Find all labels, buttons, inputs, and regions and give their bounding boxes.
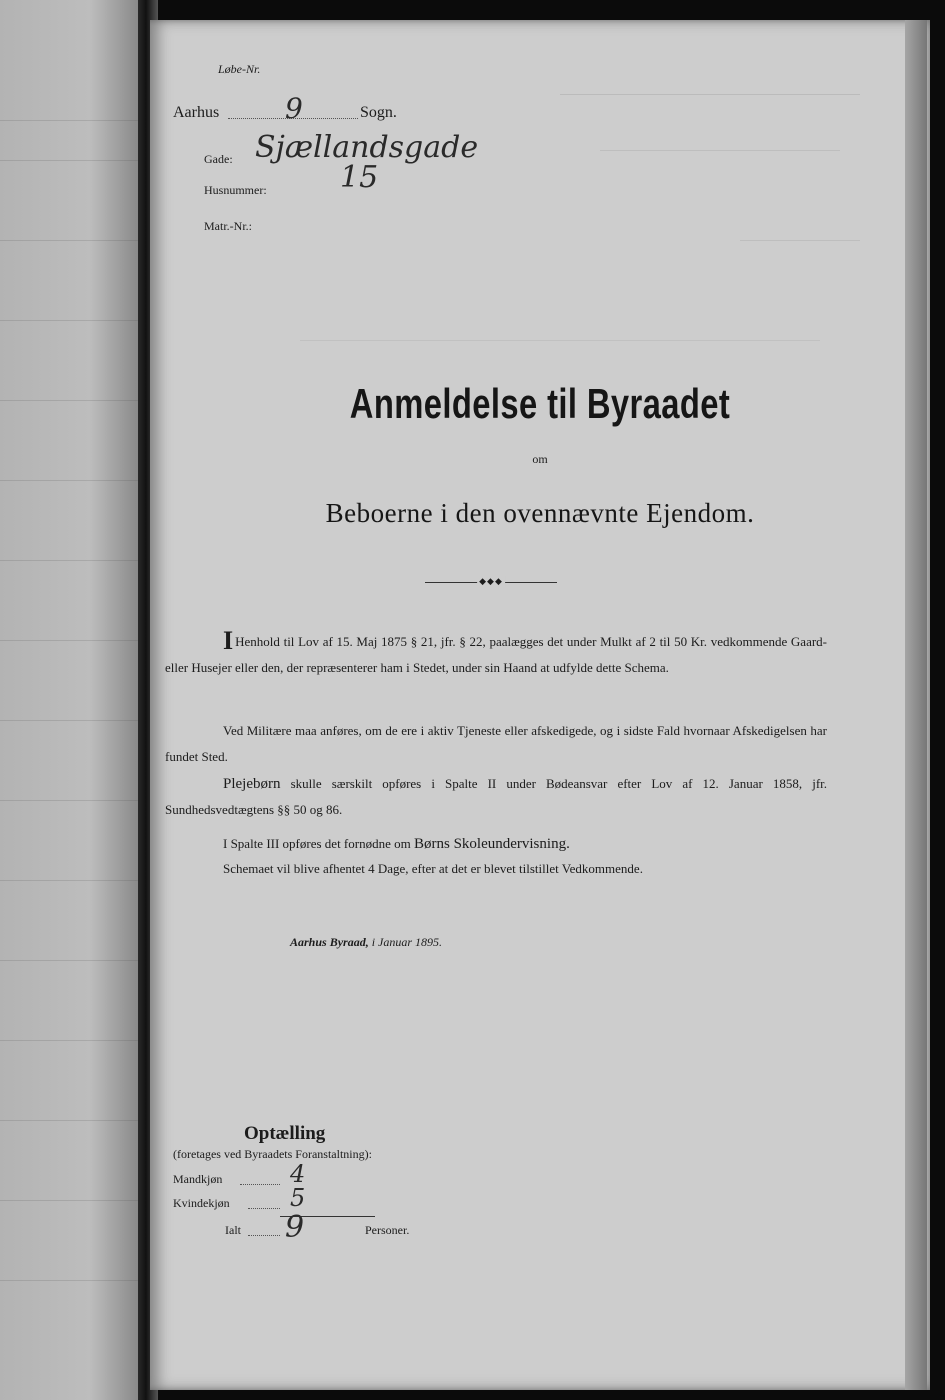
instructions-paragraph-2 <box>165 718 827 770</box>
ornament-divider <box>425 576 557 586</box>
ruled-line <box>0 320 140 321</box>
kvindekjon-value: 5 <box>290 1184 306 1212</box>
kvindekjon-dots <box>248 1208 280 1209</box>
page-edge-shadow <box>905 20 927 1390</box>
instructions-text-3: skulle særskilt opføres i Spalte II under Bødeansvar efter Lov af 12. Januar 1858, jfr. Sundhedsvedtægtens §§ 50 og 86. <box>165 776 828 817</box>
ruled-line <box>0 800 140 801</box>
left-facing-page <box>0 0 150 1400</box>
bleed-through <box>600 150 840 191</box>
ialt-value: 9 <box>285 1210 305 1245</box>
signature-date: i Januar 1895. <box>371 935 443 949</box>
gade-handwritten-value: Sjællandsgade <box>255 130 479 165</box>
ornament-diamonds: ◆◆◆ <box>479 576 503 586</box>
title-connector: om <box>532 452 548 466</box>
ruled-line <box>0 560 140 561</box>
instructions-paragraph-1 <box>165 628 827 681</box>
count-title: Optælling <box>244 1123 326 1144</box>
ialt-dots <box>248 1235 280 1236</box>
instructions-paragraph-3 <box>165 771 827 823</box>
instructions-paragraph-5 <box>165 856 827 882</box>
signature-body: Aarhus Byraad, <box>290 935 369 949</box>
ruled-line <box>0 1200 140 1201</box>
ruled-line <box>0 720 140 721</box>
bleed-through <box>560 80 860 95</box>
count-subtitle: (foretages ved Byraadets Foranstaltning): <box>173 1147 372 1161</box>
document-title: Anmeldelse til Byraadet <box>349 380 731 427</box>
ruled-line <box>0 240 140 241</box>
ruled-line <box>0 640 140 641</box>
instructions-text-5: Schemaet vil blive afhentet 4 Dage, efter at det er blevet tilstillet Vedkommende. <box>223 861 643 876</box>
bleed-through <box>300 340 820 341</box>
instructions-text-1: Henhold til Lov af 15. Maj 1875 § 21, jfr. § 22, paalægges det under Mulkt af 2 til 50 Kr. vedkommende Gaard- eller Husejer eller den, der repræsenterer ham i Stedet, under sin Haand at udfylde dette Schema. <box>165 634 827 675</box>
husnummer-label: Husnummer: <box>204 183 267 197</box>
drop-cap: I <box>223 626 234 655</box>
parish-handwritten-value: 9 <box>285 92 303 125</box>
ruled-line <box>0 1280 140 1281</box>
mandkjon-value: 4 <box>290 1160 306 1188</box>
document-subtitle: Beboerne i den ovennævnte Ejendom. <box>325 498 755 528</box>
instructions-paragraph-4 <box>165 831 827 857</box>
matr-nr-label: Matr.-Nr.: <box>204 219 252 233</box>
ruled-line <box>0 120 140 121</box>
signature-line <box>290 935 442 950</box>
sogn-label: Sogn. <box>360 104 397 121</box>
mandkjon-dots <box>240 1184 280 1185</box>
instructions-text-2: Ved Militære maa anføres, om de ere i aktiv Tjeneste eller afskedigede, og i sidste Fald hvornaar Afskedigelsen har fundet Sted. <box>165 723 827 764</box>
instructions-text-4: I Spalte III opføres det fornødne om <box>223 836 411 851</box>
ruled-line <box>0 480 140 481</box>
mandkjon-label: Mandkjøn <box>173 1172 223 1186</box>
ruled-line <box>0 1040 140 1041</box>
ruled-line <box>0 1120 140 1121</box>
gade-label: Gade: <box>204 152 233 166</box>
lobe-nr-label: Løbe-Nr. <box>218 62 261 76</box>
ruled-line <box>0 880 140 881</box>
aarhus-label: Aarhus <box>173 104 220 121</box>
kvindekjon-label: Kvindekjøn <box>173 1196 230 1210</box>
bleed-through <box>740 240 860 241</box>
husnummer-handwritten-value: 15 <box>340 160 379 195</box>
ruled-line <box>0 160 140 161</box>
ruled-line <box>0 400 140 401</box>
ialt-label: Ialt <box>225 1223 241 1237</box>
ruled-line <box>0 960 140 961</box>
skoleundervisning-emph: Børns Skoleundervisning. <box>413 836 570 852</box>
personer-label: Personer. <box>365 1223 410 1237</box>
plejeborn-lead: Plejebørn <box>223 776 281 792</box>
